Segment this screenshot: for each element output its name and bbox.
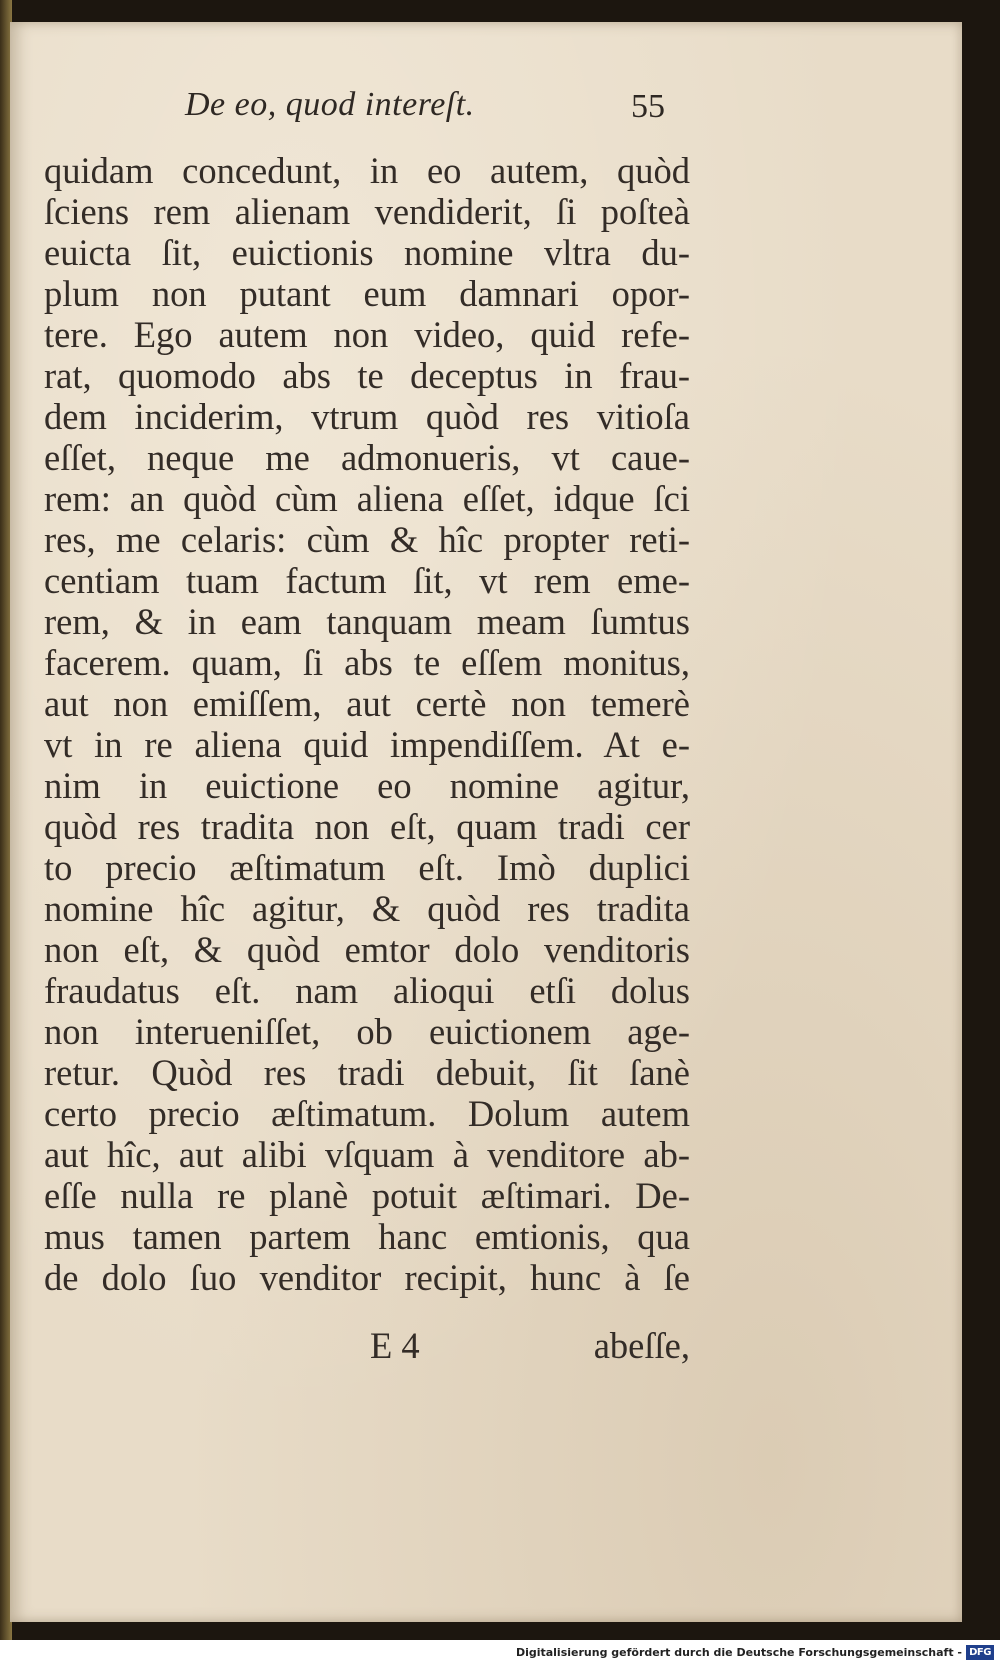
text-line: de dolo ſuo venditor recipit, hunc à ſe [44, 1257, 690, 1298]
text-line: centiam tuam factum ſit, vt rem eme- [44, 560, 690, 601]
text-line: aut hîc, aut alibi vſquam à venditore ab- [44, 1134, 690, 1175]
text-line: nim in euictione eo nomine agitur, [44, 765, 690, 806]
text-line: rem, & in eam tanquam meam ſumtus [44, 601, 690, 642]
text-line: vt in re aliena quid impendiſſem. At e- [44, 724, 690, 765]
text-line: res, me celaris: cùm & hîc propter reti- [44, 519, 690, 560]
page-number: 55 [631, 88, 665, 125]
text-line: eſſet, neque me admonueris, vt caue- [44, 437, 690, 478]
text-line: euicta ſit, euictionis nomine vltra du- [44, 232, 690, 273]
text-line: rem: an quòd cùm aliena eſſet, idque ſci [44, 478, 690, 519]
text-line: mus tamen partem hanc emtionis, qua [44, 1216, 690, 1257]
body-text [44, 150, 690, 1298]
dfg-logo[interactable]: DFG [966, 1645, 994, 1660]
catchword: abeſſe, [593, 1325, 690, 1366]
text-line: non eſt, & quòd emtor dolo venditoris [44, 929, 690, 970]
text-line: non interueniſſet, ob euictionem age- [44, 1011, 690, 1052]
running-head-title: De eo, quod intereſt. [185, 86, 475, 123]
text-line: tere. Ego autem non video, quid refe- [44, 314, 690, 355]
text-line: facerem. quam, ſi abs te eſſem monitus, [44, 642, 690, 683]
text-line: aut non emiſſem, aut certè non temerè [44, 683, 690, 724]
text-line: nomine hîc agitur, & quòd res tradita [44, 888, 690, 929]
text-line: plum non putant eum damnari opor- [44, 273, 690, 314]
text-line: eſſe nulla re planè potuit æſtimari. De- [44, 1175, 690, 1216]
text-line: certo precio æſtimatum. Dolum autem [44, 1093, 690, 1134]
funding-credit: Digitalisierung gefördert durch die Deutsche Forschungsgemeinschaft - [515, 1646, 962, 1659]
text-line: quòd res tradita non eſt, quam tradi cer [44, 806, 690, 847]
text-line: quidam concedunt, in eo autem, quòd [44, 150, 690, 191]
signature-mark: E 4 [370, 1325, 420, 1366]
text-line: ſciens rem alienam vendiderit, ſi poſteà [44, 191, 690, 232]
text-line: retur. Quòd res tradi debuit, ſit ſanè [44, 1052, 690, 1093]
page-footer [370, 1324, 690, 1368]
running-head [185, 86, 665, 136]
credit-bar [0, 1640, 1000, 1666]
text-line: rat, quomodo abs te deceptus in frau- [44, 355, 690, 396]
text-line: to precio æſtimatum eſt. Imò duplici [44, 847, 690, 888]
text-line: fraudatus eſt. nam alioqui etſi dolus [44, 970, 690, 1011]
text-line: dem inciderim, vtrum quòd res vitioſa [44, 396, 690, 437]
